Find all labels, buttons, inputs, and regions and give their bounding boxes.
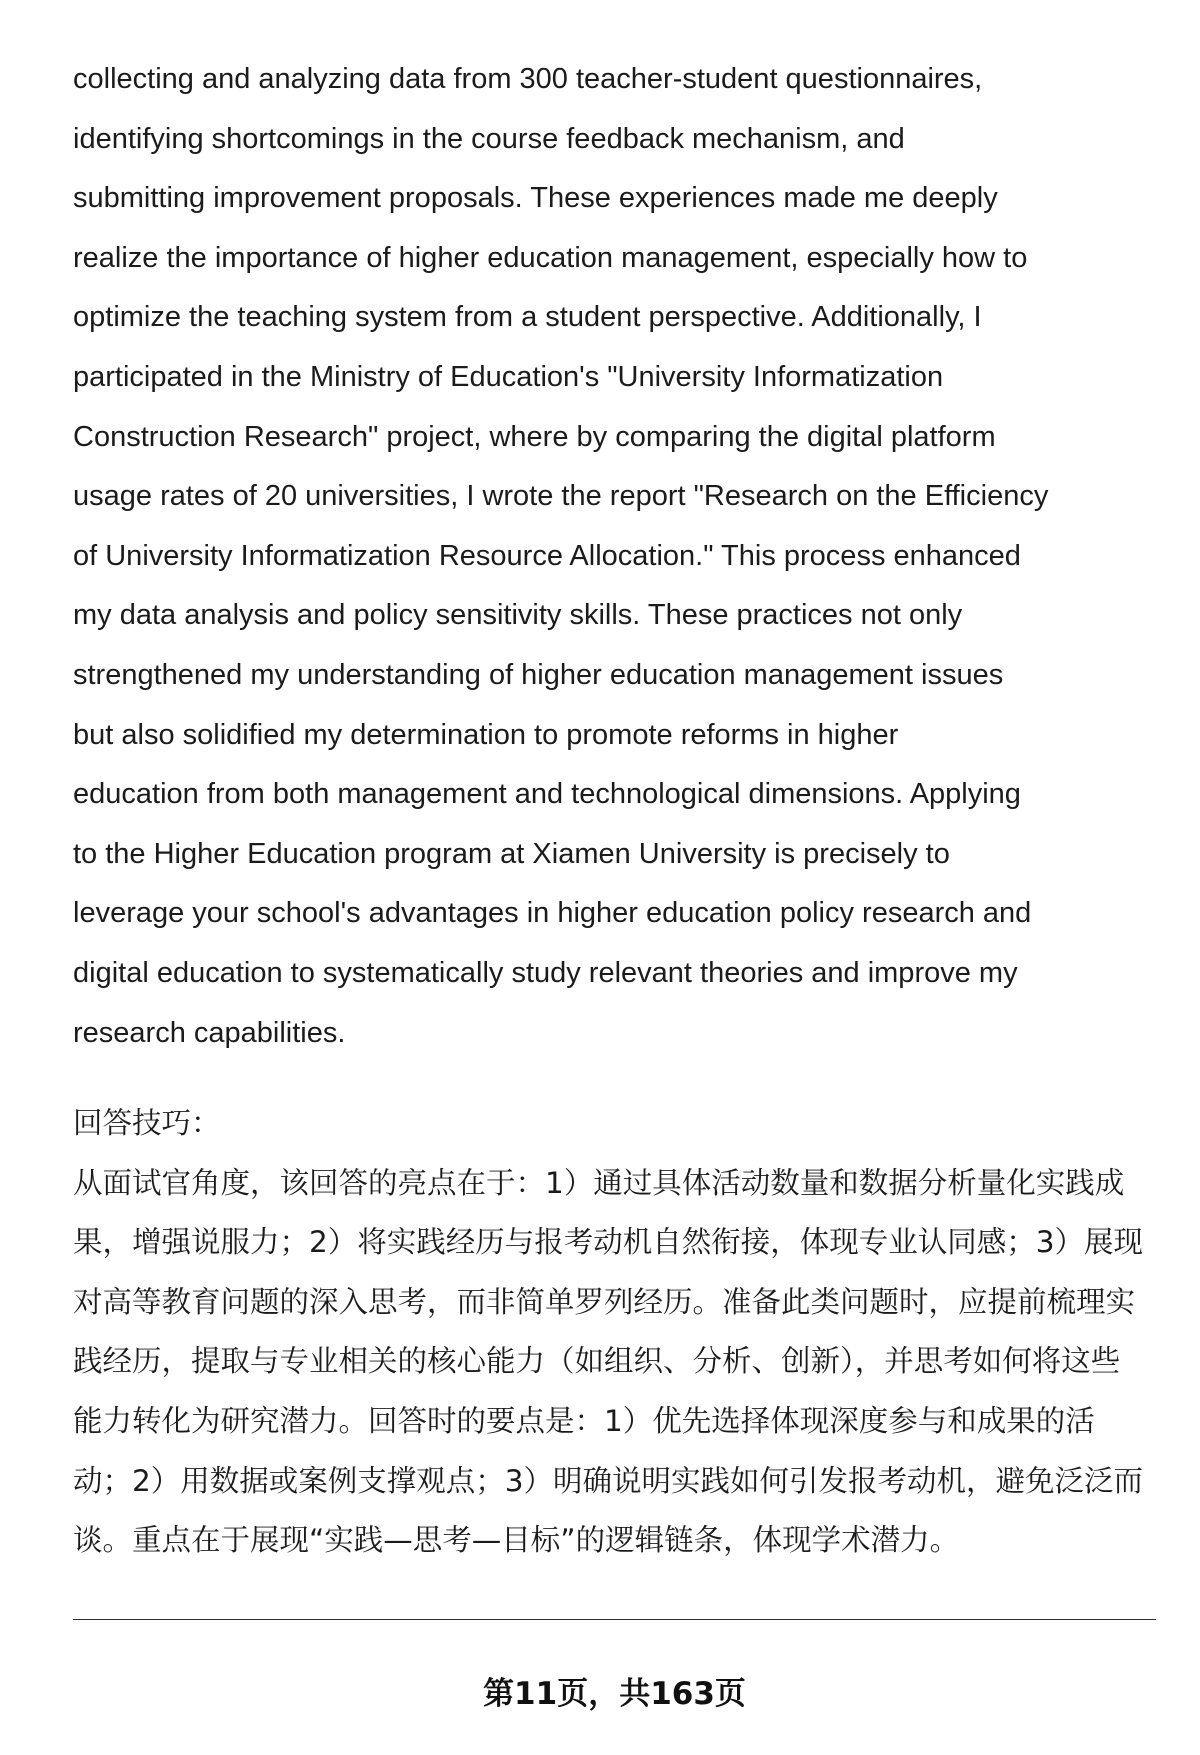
text-line: participated in the Ministry of Education's "University Informatization (73, 360, 944, 393)
text-line: identifying shortcomings in the course feedback mechanism, and (73, 122, 905, 155)
text-line: usage rates of 20 universities, I wrote the report "Research on the Efficiency (73, 480, 1049, 513)
tips-section (73, 1094, 1156, 1571)
page-number-label: 第11页，共163页 (483, 1676, 746, 1712)
text-line: of University Informatization Resource Allocation." This process enhanced (73, 539, 1021, 572)
tips-text-line: 对高等教育问题的深入思考，而非简单罗列经历。准备此类问题时，应提前梳理实 (73, 1284, 1136, 1319)
tips-heading: 回答技巧： (73, 1106, 221, 1140)
text-line: my data analysis and policy sensitivity skills. These practices not only (73, 599, 963, 632)
text-line: Construction Research" project, where by comparing the digital platform (73, 420, 996, 453)
tips-text-line: 能力转化为研究潜力。回答时的要点是：1）优先选择体现深度参与和成果的活 (73, 1403, 1095, 1438)
tips-text-line: 动；2）用数据或案例支撑观点；3）明确说明实践如何引发报考动机，避免泛泛而 (73, 1463, 1144, 1498)
tips-text-line: 践经历，提取与专业相关的核心能力（如组织、分析、创新），并思考如何将这些 (73, 1344, 1121, 1379)
text-line: realize the importance of higher education management, especially how to (73, 241, 1028, 274)
text-line: leverage your school's advantages in higher education policy research and (73, 897, 1032, 930)
page-divider (73, 1619, 1156, 1620)
text-line: education from both management and technological dimensions. Applying (73, 778, 1021, 811)
text-line: to the Higher Education program at Xiamen University is precisely to (73, 837, 950, 870)
page-footer (73, 1668, 1156, 1720)
text-line: research capabilities. (73, 1016, 346, 1049)
text-line: submitting improvement proposals. These experiences made me deeply (73, 182, 998, 215)
answer-paragraph (73, 50, 1156, 1063)
text-line: optimize the teaching system from a student perspective. Additionally, I (73, 301, 982, 334)
text-line: strengthened my understanding of higher education management issues (73, 658, 1004, 691)
tips-text-line: 果，增强说服力；2）将实践经历与报考动机自然衔接，体现专业认同感；3）展现 (73, 1225, 1144, 1260)
text-line: but also solidified my determination to promote reforms in higher (73, 718, 899, 751)
text-line: digital education to systematically study relevant theories and improve my (73, 956, 1018, 989)
text-line: collecting and analyzing data from 300 teacher-student questionnaires, (73, 63, 983, 95)
tips-text-line: 谈。重点在于展现“实践—思考—目标”的逻辑链条，体现学术潜力。 (73, 1523, 960, 1558)
tips-text-line: 从面试官角度，该回答的亮点在于：1）通过具体活动数量和数据分析量化实践成 (73, 1165, 1125, 1200)
